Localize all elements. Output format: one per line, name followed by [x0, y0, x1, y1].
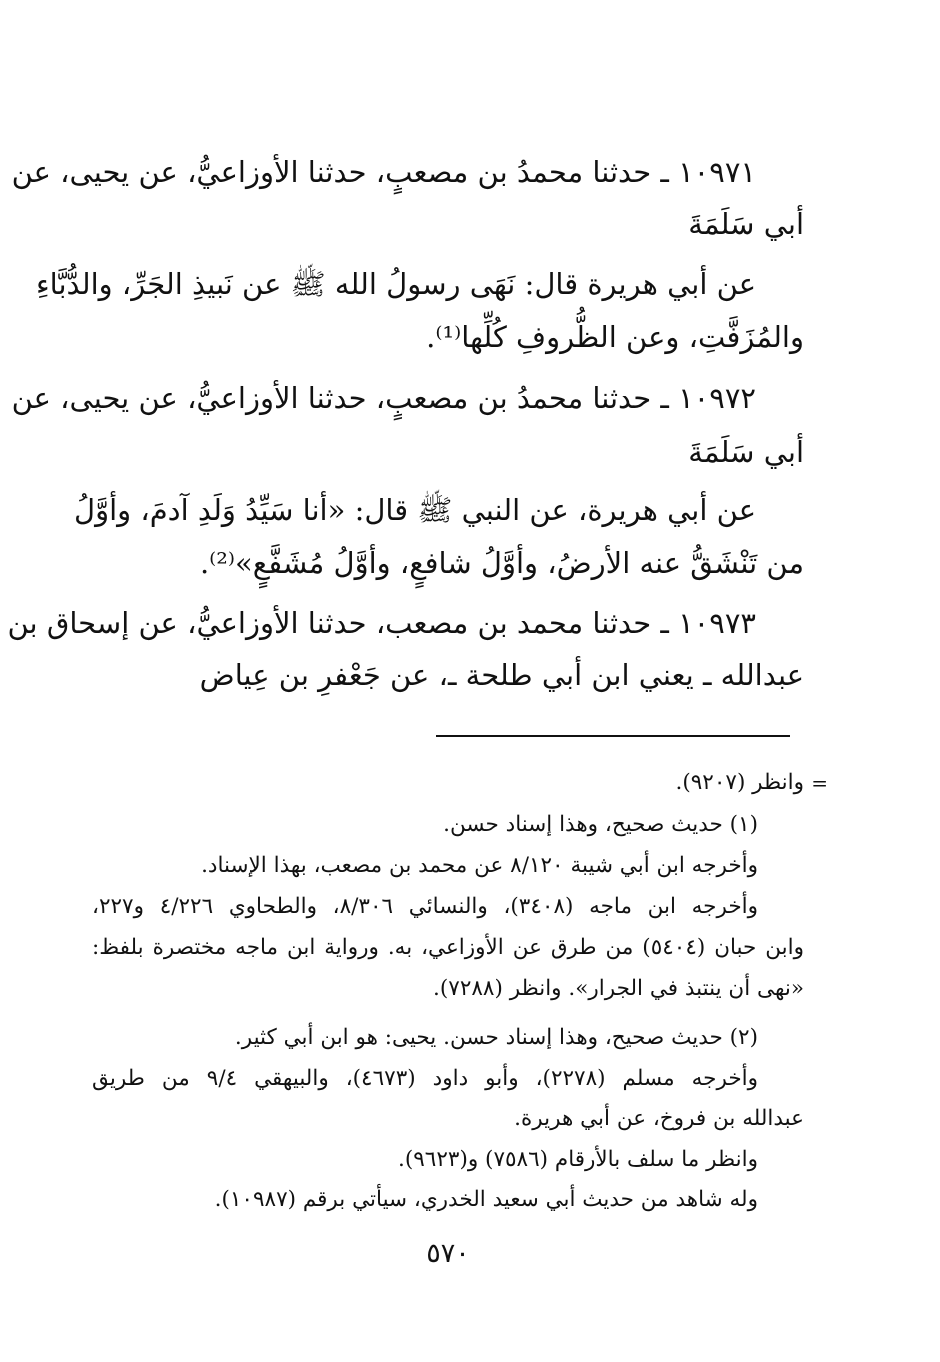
footnote-continuation: [92, 766, 828, 800]
footnote-2-line: وانظر ما سلف بالأرقام (٧٥٨٦) و(٩٦٢٣).: [398, 1147, 758, 1172]
footnote-2-heading: (٢) حديث صحيح، وهذا إسناد حسن. يحيى: هو ابن أبي كثير.: [234, 1025, 758, 1050]
footnote-1-line: وابن حبان (٥٤٠٤) من طرق عن الأوزاعي، به. ورواية ابن ماجه مختصرة بلفظ:: [92, 935, 804, 960]
page-number: ٥٧٠: [426, 1238, 470, 1269]
hadith-10973-line-2: عبدالله ـ يعني ابن أبي طلحة ـ، عن جَعْفرِ بن عِياض: [199, 658, 804, 692]
hadith-10972-line-2: أبي سَلَمَةَ: [688, 435, 804, 469]
footnote-1-line: «نهى أن ينتبذ في الجرار». وانظر (٧٢٨٨).: [433, 976, 804, 1001]
hadith-10972-line-1: ١٠٩٧٢ ـ حدثنا محمدُ بن مصعبٍ، حدثنا الأوزاعيُّ، عن يحيى، عن: [11, 381, 756, 415]
hadith-10971-line-2: أبي سَلَمَةَ: [688, 207, 804, 241]
book-page: [7, 0, 828, 1362]
hadith-10971-line-1: ١٠٩٧١ ـ حدثنا محمدُ بن مصعبٍ، حدثنا الأوزاعيُّ، عن يحيى، عن: [11, 155, 756, 189]
footnote-1-line: وأخرجه ابن ماجه (٣٤٠٨)، والنسائي ٨/٣٠٦، والطحاوي ٤/٢٢٦ و٢٢٧،: [92, 894, 758, 919]
continuation-mark: =: [811, 771, 828, 795]
hadith-10972-line-4: من تَنْشَقُّ عنه الأرضُ، وأوَّلُ شافعٍ، وأوَّلُ مُشَفَّعٍ»⁽²⁾.: [199, 546, 804, 580]
footnote-continuation-text: وانظر (٩٢٠٧).: [675, 770, 804, 795]
footnote-2-line: وأخرجه مسلم (٢٢٧٨)، وأبو داود (٤٦٧٣)، والبيهقي ٩/٤ من طريق: [92, 1066, 758, 1091]
hadith-10972-line-3: عن أبي هريرة، عن النبي ﷺ قال: «أنا سَيِّدُ وَلَدِ آدمَ، وأوَّلُ: [74, 493, 756, 527]
footnote-2-line: عبدالله بن فروخ، عن أبي هريرة.: [514, 1106, 804, 1131]
hadith-10971-line-3: عن أبي هريرة قال: نَهَى رسولُ الله ﷺ عن نَبيذِ الجَرِّ، والدُّبَّاءِ: [35, 267, 756, 301]
footnote-2-line: وله شاهد من حديث أبي سعيد الخدري، سيأتي برقم (١٠٩٨٧).: [214, 1187, 758, 1212]
hadith-10973-line-1: ١٠٩٧٣ ـ حدثنا محمد بن مصعب، حدثنا الأوزاعيُّ، عن إسحاق بن: [7, 606, 756, 640]
footnote-1-heading: (١) حديث صحيح، وهذا إسناد حسن.: [443, 812, 758, 837]
footnote-1-line: وأخرجه ابن أبي شيبة ٨/١٢٠ عن محمد بن مصعب، بهذا الإسناد.: [201, 853, 758, 878]
footnote-separator: [436, 735, 790, 737]
hadith-10971-line-4: والمُزَفَّتِ، وعن الظُّروفِ كُلِّها⁽¹⁾.: [426, 320, 804, 354]
